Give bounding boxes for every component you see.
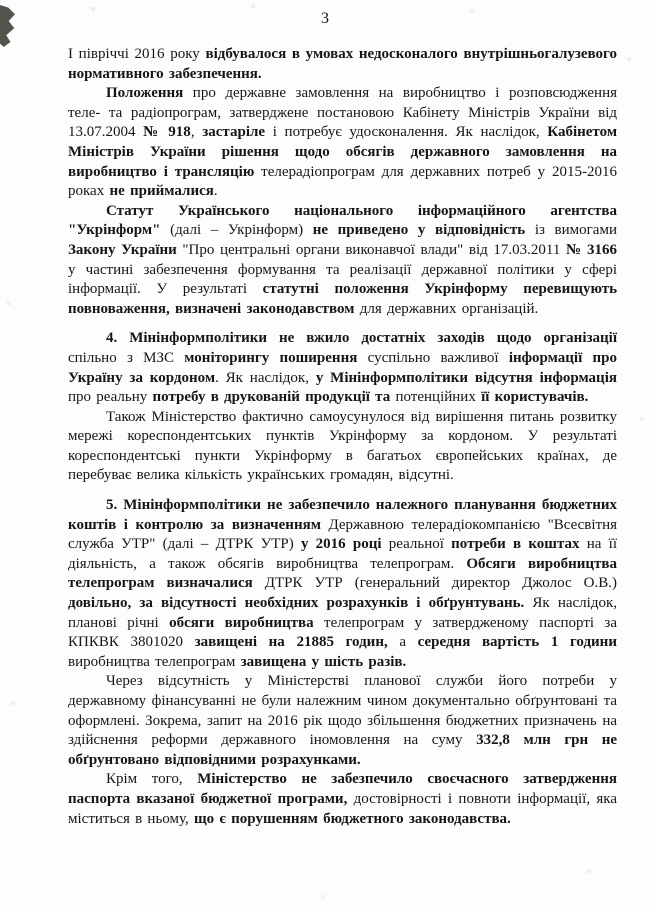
paragraph: 4. Мінінформполітики не вжило достатніх заходів щодо організації спільно з МЗС моніторингу поширення суспільно важливої інформації про Україну за кордоном. Як наслідок, у Мінінформполітики відсутня інформація про реальну потребу в друкованій продукції та потенційних її користувачів. (68, 330, 617, 406)
bold-run: статутні положення Укрінформу перевищують повноваження, визначені законодавством (68, 281, 618, 317)
bold-run: відбувалося в умовах недосконалого внутрішньогалузевого нормативного забезпечення. (68, 46, 617, 82)
bold-run: Закону України (68, 241, 177, 258)
paragraph: Через відсутність у Міністерстві планової служби його потреби у державному фінансуванні не були належним чином документально обґрунтовані та оформлені. Зокрема, запит на 2016 рік щодо збільшення бюджетних призначень на здійснення реформи державного іномовлення на суму 332,8 млн грн не обґрунтовано відповідними розрахунками. (68, 673, 618, 768)
paragraph: Крім того, Міністерство не забезпечило своєчасного затвердження паспорта вказаної бюджетної програми, достовірності і повноти інформації, яка міститься в ньому, що є порушенням бюджетного законодавства. (68, 771, 617, 827)
bold-run: 5. Мінінформполітики не забезпечило належного планування бюджетних коштів і контролю за визначенням (68, 497, 617, 533)
scan-noise (0, 0, 2, 2)
bold-run: 4. Мінінформполітики не вжило достатніх заходів щодо організації (106, 330, 617, 347)
paragraph: 5. Мінінформполітики не забезпечило належного планування бюджетних коштів і контролю за визначенням Державною телерадіокомпанією "Всесвітня служба УТР" (далі – ДТРК УТР) у 2016 році реальної потреби в коштах на її діяльність, а також обсягів виробництва телепрограм. Обсяги виробництва телепрограм визначалися ДТРК УТР (генеральний директор Джолос О.В.) довільно, за відсутності необхідних розрахунків і обґрунтувань. Як наслідок, планові річні обсяги виробництва телепрограм у затвердженому паспорті за КПКВК 3801020 завищені на 21885 годин, а середня вартість 1 години виробництва телепрограм завищена у шість разів. (68, 497, 618, 670)
bold-run: моніторингу поширення (184, 349, 358, 366)
bold-run: завищені на 21885 годин, (194, 634, 388, 651)
paragraph: Положення про державне замовлення на виробництво і розповсюдження теле- та радіопрограм, затверджене постановою Кабінету Міністрів України від 13.07.2004 № 918, застаріле і потребує удосконалення. Як наслідок, Кабінетом Міністрів України рішення щодо обсягів державного замовлення на виробництво і трансляцію телерадіопрограм для державних потреб у 2015-2016 роках не приймалися. (68, 85, 618, 200)
bold-run: її користувачів. (481, 389, 589, 406)
bold-run: не приведено у відповідність (312, 222, 526, 239)
bold-run: Обсяги виробництва телепрограм визначалися (68, 555, 617, 592)
bold-run: інформації про Україну за кордоном (68, 349, 617, 386)
bold-run: № 918 (143, 124, 191, 141)
bold-run: що є порушенням бюджетного законодавства. (194, 810, 511, 827)
bold-run: Кабінетом Міністрів України рішення щодо обсягів державного замовлення на виробництво і трансляцію (68, 124, 618, 180)
bold-run: Положення (106, 85, 184, 102)
paragraph: Також Міністерство фактично самоусунулося від вирішення питань розвитку мережі кореспондентських пунктів Укрінформу за кордоном. У результаті кореспондентські пункти Укрінформу в багатьох європейських країнах, де перебуває велика кількість українських громадян, відсутні. (68, 408, 617, 484)
bold-run: у 2016 році (300, 536, 382, 553)
bold-run: застаріле (202, 124, 266, 141)
page-number: 3 (321, 10, 329, 27)
paragraph: І півріччі 2016 року відбувалося в умовах недосконалого внутрішньогалузевого нормативного забезпечення. (68, 46, 617, 82)
bold-run: довільно, за відсутності необхідних розрахунків і обґрунтувань. (68, 595, 525, 612)
bold-run: Статут Українського національного інформаційного агентства "Укрінформ" (68, 202, 617, 239)
bold-run: потребу в друкованій продукції та (152, 389, 391, 406)
bold-run: № 3166 (565, 241, 617, 258)
bold-run: обсяги виробництва (169, 614, 314, 631)
paragraph: Статут Українського національного інформаційного агентства "Укрінформ" (далі – Укрінформ) не приведено у відповідність із вимогами Закону України "Про центральні органи виконавчої влади" від 17.03.2011 № 3166 у частині забезпечення формування та реалізації державної політики у сфері інформації. У результаті статутні положення Укрінформу перевищують повноваження, визначені законодавством для державних організацій. (68, 202, 618, 317)
bold-run: середня вартість 1 години (417, 634, 617, 651)
bold-run: потреби в коштах (451, 536, 580, 553)
bold-run: 332,8 млн грн не обґрунтовано відповідними розрахунками. (68, 732, 618, 768)
bold-run: Міністерство не забезпечило своєчасного затвердження паспорта вказаної бюджетної програми, (68, 771, 617, 807)
document-body (68, 45, 617, 829)
bold-run: у Мінінформполітики відсутня інформація (315, 369, 617, 386)
bold-run: завищена у шість разів. (240, 653, 407, 670)
bold-run: не приймалися (109, 183, 214, 200)
